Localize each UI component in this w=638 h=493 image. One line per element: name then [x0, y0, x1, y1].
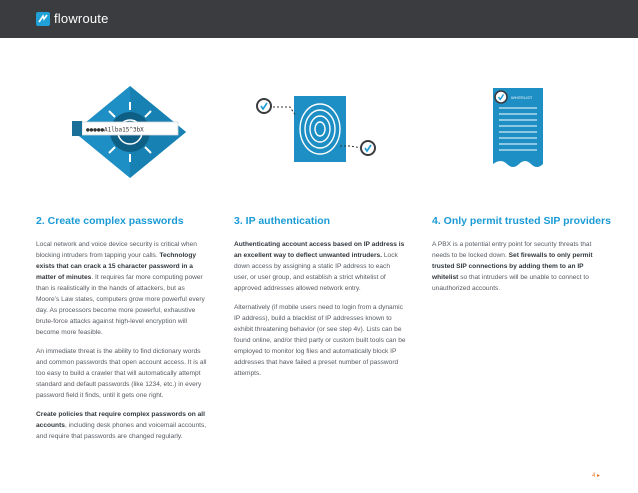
paragraph: [234, 239, 406, 294]
text-span: so that intruders will be unable to connect to unauthorized accounts.: [432, 274, 589, 292]
whitelist-illustration: [485, 84, 555, 176]
column-sip: [432, 215, 611, 302]
text-span: Lock down access by assigning a static IP address to each user, or user group, and establish a strict whitelist of approved addresses allowed network entry.: [234, 252, 398, 292]
column-ip-auth: [234, 215, 406, 387]
logo-text: flowroute: [54, 11, 109, 26]
column-passwords: [36, 215, 208, 450]
connection-line-top: [269, 107, 296, 116]
heading-sip: 4. Only permit trusted SIP providers: [432, 215, 611, 227]
bold-text: Technology exists that can crack a 15 character password in a matter of minutes: [36, 252, 197, 281]
heading-ip-auth: 3. IP authentication: [234, 215, 331, 227]
check-icon: [495, 91, 507, 103]
paragraph: [432, 239, 604, 294]
page-header: [0, 0, 638, 38]
text-span: . It requires far more computing power than is realistically in the hands of attackers, but as Moore’s Law states, computers grow more powerful every day. As processors become more powerful, exhaustive brute-force attacks against high-level encryption will become more feasible.: [36, 274, 205, 336]
whitelist-label: WHITELIST: [511, 95, 533, 100]
check-icon-bottom: [361, 141, 375, 155]
paragraph: An immediate threat is the ability to find dictionary words and common passwords that open account access. It is all too easy to build a crawler that will automatically attempt standard and default passwords (like 1234, etc.) in every password field it finds, until it gets one right.: [36, 348, 207, 399]
bold-text: Authenticating account access based on IP address is an excellent way to deflect unwanted intruders.: [234, 241, 405, 259]
flowroute-logo[interactable]: [36, 11, 109, 26]
bold-text: Create policies that require complex passwords on all accounts: [36, 411, 205, 429]
heading-passwords: 2. Create complex passwords: [36, 215, 184, 227]
flowroute-logo-icon: [36, 12, 50, 26]
bold-text: Set firewalls to only permit trusted SIP connections by adding them to an IP whitelist: [432, 252, 593, 281]
lock-icon: [72, 121, 82, 136]
text-span: Local network and voice device security is critical when blocking intruders from tapping your calls.: [36, 241, 197, 259]
check-icon-top: [257, 99, 271, 113]
text-span: A PBX is a potential entry point for security threats that needs to be locked down.: [432, 241, 592, 259]
paragraph: [36, 239, 208, 338]
fingerprint-illustration: [250, 92, 380, 172]
paragraph: Alternatively (if mobile users need to login from a dynamic IP address), build a blacklist of IP addresses known to exhibit threatening behavior (or see step 4v). Lists can be found online, and/or third party or custom built tools can be employed to monitor log files and automatically block IP addresses that have failed a preset number of password attempts.: [234, 304, 406, 377]
masked-password: ●●●●●A1lba15^3bX: [86, 126, 144, 134]
text-span: , including desk phones and voicemail accounts, and require that passwords are changed regularly.: [36, 422, 207, 440]
fingerprint-panel: [294, 96, 346, 162]
page-number: 4 ▸: [592, 473, 601, 479]
password-illustration: [72, 84, 188, 180]
paragraph: [36, 409, 208, 442]
